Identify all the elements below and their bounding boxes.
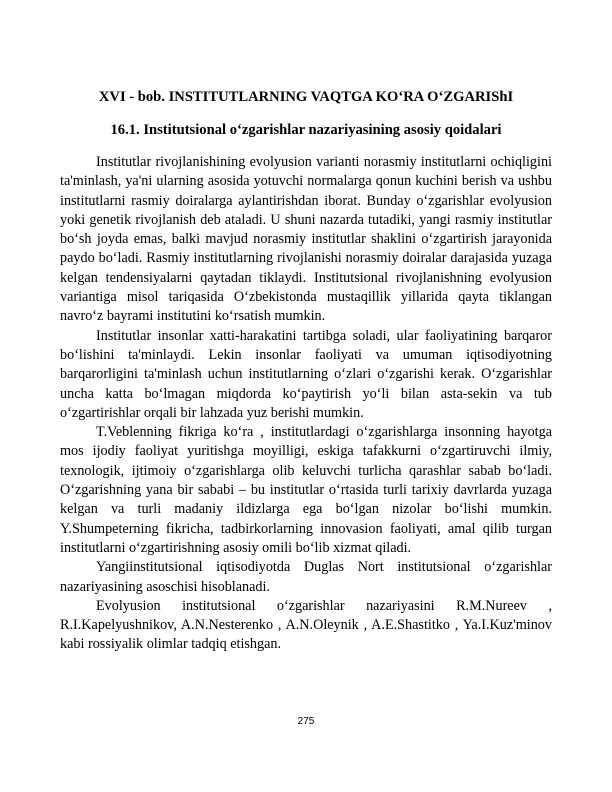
body-text: [60, 153, 552, 655]
paragraph-5: Evolyusion institutsional o‘zgarishlar nazariyasini R.M.Nureev , R.I.Kapelyushnikov, A.N.Nesterenko , A.N.Oleynik , A.E.Shastitko , Ya.I.Kuz'minov kabi rossiyalik olimlar tadqiq etishgan.: [60, 597, 552, 653]
section-title: 16.1. Institutsional o‘zgarishlar nazariyasining asosiy qoidalari: [110, 122, 502, 138]
paragraph-3: T.Veblenning fikriga ko‘ra , institutlardagi o‘zgarishlarga insonning hayotga mos ijodiy faoliyat yuritishga moyilligi, eskiga tafakkurni o‘zgartiruvchi ilmiy, texnologik, ijtimoiy o‘zgarishlarga olib keluvchi turlicha qarashlar sabab bo‘ladi. O‘zgarishning yana bir sababi – bu institutlar o‘rtasida turli tarixiy davrlarda yuzaga kelgan va turli madaniy ildizlarga ega bo‘lgan nizolar bo‘lishi mumkin. Y.Shumpeterning fikricha, tadbirkorlarning innovasion faoliyati, amal qilib turgan institutlarni o‘zgartirishning asosiy omili bo‘lib xizmat qiladi.: [60, 424, 552, 556]
page-number: 275: [297, 716, 315, 727]
paragraph-1: Institutlar rivojlanishining evolyusion varianti norasmiy institutlarni ochiqligini ta'minlash, ya'ni ularning asosida yotuvchi normalarga qonun kuchini berish va ushbu institutlarni rasmiy doiralarga aylantirishdan iborat. Bunday o‘zgarishlar evolyusion yoki genetik rivojlanish deb ataladi. U shuni nazarda tutadiki, yangi rasmiy institutlar bo‘sh joyda emas, balki mavjud norasmiy institutlar shaklini o‘zgartirish jarayonida paydo bo‘ladi. Rasmiy institutlarning rivojlanishi norasmiy doiralar darajasida yuzaga kelgan tendensiyalarni qaytadan tiklaydi. Institutsional rivojlanishning evolyusion variantiga misol tariqasida O‘zbekistonda mustaqillik yillarida qayta tiklangan navro‘z bayrami institutini ko‘rsatish mumkin.: [60, 154, 552, 325]
chapter-title: XVI - bob. INSTITUTLARNING VAQTGA KO‘RA O‘ZGARIShI: [98, 89, 514, 105]
paragraph-4: Yangiinstitutsional iqtisodiyotda Duglas Nort institutsional o‘zgarishlar nazariyasining asoschisi hisoblanadi.: [60, 559, 552, 595]
paragraph-2: Institutlar insonlar xatti-harakatini tartibga soladi, ular faoliyatining barqaror bo‘lishini ta'minlaydi. Lekin insonlar faoliyati va umuman iqtisodiyotning barqarorligini ta'minlash uchun institutlarning o‘zlari o‘zgarishi kerak. O‘zgarishlar uncha katta bo‘lmagan miqdorda ko‘paytirish yo‘li bilan asta-sekin va tub o‘zgartirishlar orqali bir lahzada yuz berishi mumkin.: [60, 327, 552, 421]
